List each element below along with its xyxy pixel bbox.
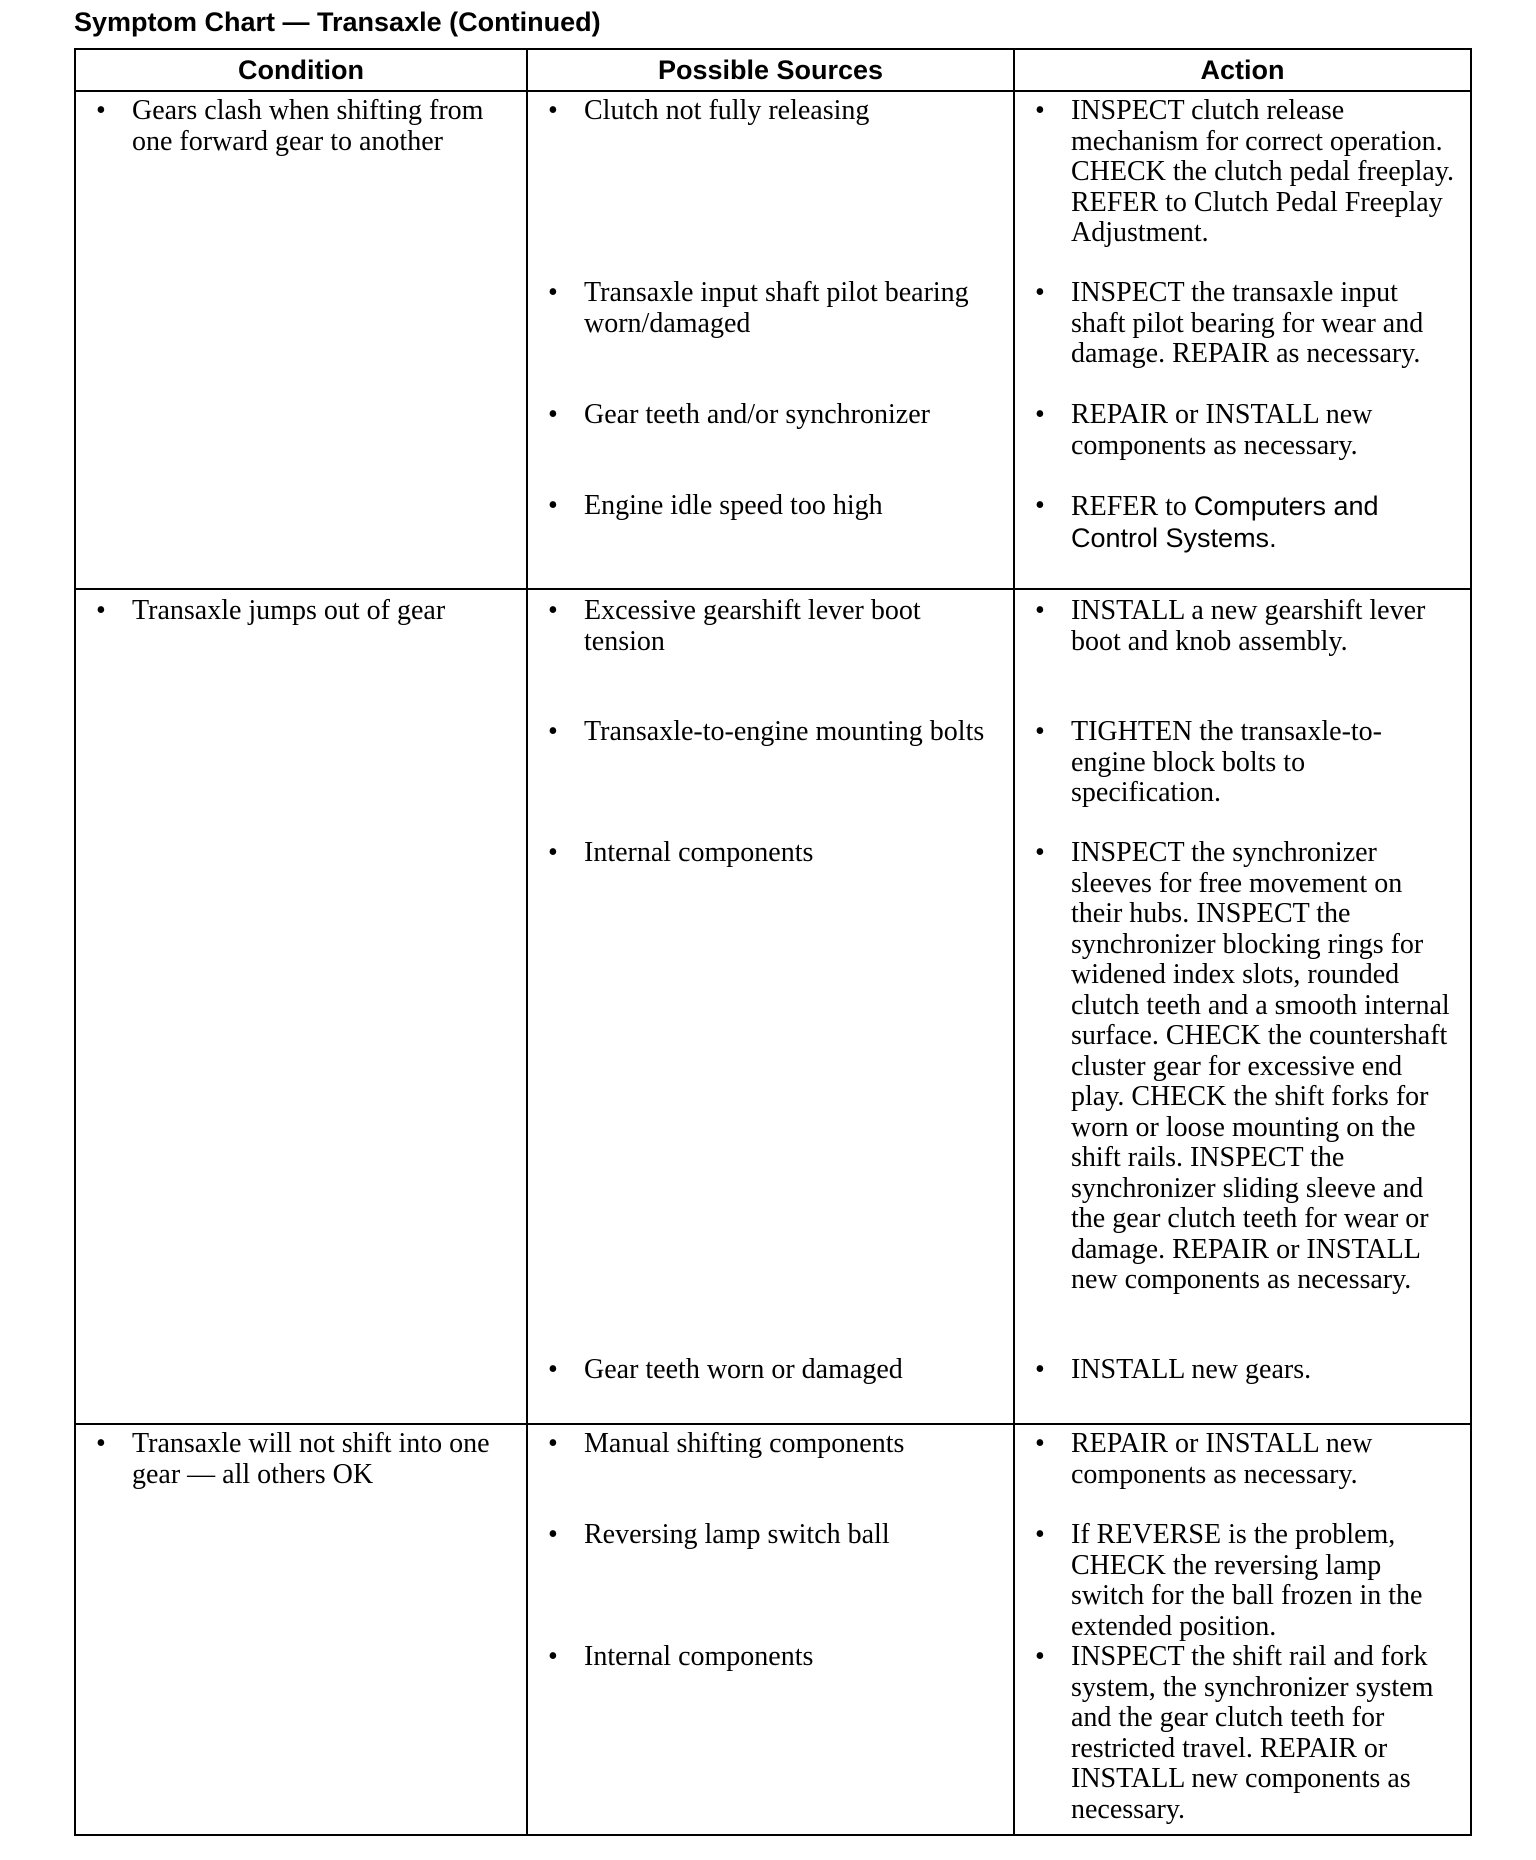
- bullet-icon: •: [548, 1354, 558, 1385]
- source-text: Gear teeth worn or damaged: [584, 1354, 903, 1385]
- action-item: [1027, 838, 1456, 1296]
- bullet-icon: •: [1035, 1428, 1045, 1459]
- bullet-icon: •: [548, 1428, 558, 1459]
- condition-entry: [88, 96, 512, 157]
- source-text: Reversing lamp switch ball: [584, 1519, 890, 1550]
- source-item: [540, 1355, 999, 1386]
- actions-cell: [1014, 589, 1471, 1424]
- header-row: [75, 49, 1471, 91]
- source-item: [540, 1520, 999, 1551]
- source-item: [540, 400, 999, 431]
- bullet-icon: •: [1035, 1641, 1045, 1672]
- condition-entry: [88, 596, 512, 627]
- action-text: INSPECT clutch release mechanism for correct operation. CHECK the clutch pedal freeplay. REFER to Clutch Pedal Freeplay Adjustment.: [1071, 95, 1455, 248]
- bullet-icon: •: [1035, 399, 1045, 430]
- action-prefix: REFER to: [1071, 491, 1194, 522]
- source-text: Internal components: [584, 837, 814, 868]
- action-item: [1027, 1642, 1456, 1825]
- bullet-icon: •: [1035, 595, 1045, 626]
- condition-cell: [75, 91, 527, 589]
- bullet-icon: •: [1035, 837, 1045, 868]
- table-row: [75, 589, 1471, 1424]
- action-text: REPAIR or INSTALL new components as necessary.: [1071, 1428, 1373, 1490]
- action-text: INSPECT the synchronizer sleeves for free movement on their hubs. INSPECT the synchronizer blocking rings for widened index slots, rounded clutch teeth and a smooth internal surface. CHECK the countershaft cluster gear for excessive end play. CHECK the shift forks for worn or loose mounting on the shift rails. INSPECT the synchronizer sliding sleeve and the gear clutch teeth for wear or damage. REPAIR or INSTALL new components as necessary.: [1071, 837, 1450, 1295]
- actions-cell: [1014, 1424, 1471, 1835]
- page-title: Symptom Chart — Transaxle (Continued): [74, 7, 601, 37]
- action-text: INSPECT the shift rail and fork system, the synchronizer system and the gear clutch teeth for restricted travel. REPAIR or INSTALL new components as necessary.: [1071, 1641, 1434, 1825]
- bullet-icon: •: [548, 95, 558, 126]
- action-text: INSPECT the transaxle input shaft pilot bearing for wear and damage. REPAIR as necessary.: [1071, 277, 1424, 369]
- bullet-icon: •: [1035, 277, 1045, 308]
- symptom-chart-table: [74, 48, 1472, 1836]
- condition-text: Transaxle jumps out of gear: [132, 595, 446, 626]
- source-text: Gear teeth and/or synchronizer: [584, 399, 930, 430]
- header-action: Action: [1014, 49, 1471, 91]
- action-item: [1027, 400, 1456, 461]
- action-text: [1071, 491, 1456, 554]
- bullet-icon: •: [548, 1641, 558, 1672]
- action-text: REPAIR or INSTALL new components as necessary.: [1071, 399, 1373, 461]
- bullet-icon: •: [96, 595, 106, 626]
- bullet-icon: •: [548, 837, 558, 868]
- source-item: [540, 1429, 999, 1460]
- header-condition: Condition: [75, 49, 527, 91]
- action-item: [1027, 1520, 1456, 1642]
- table-row: [75, 91, 1471, 589]
- action-text: INSTALL a new gearshift lever boot and knob assembly.: [1071, 595, 1426, 657]
- source-item: [540, 838, 999, 869]
- bullet-icon: •: [548, 277, 558, 308]
- action-item: [1027, 278, 1456, 370]
- source-text: Clutch not fully releasing: [584, 95, 870, 126]
- condition-entry: [88, 1429, 512, 1490]
- source-item: [540, 717, 999, 748]
- condition-text: Transaxle will not shift into one gear — all others OK: [132, 1428, 490, 1490]
- bullet-icon: •: [96, 1428, 106, 1459]
- condition-text: Gears clash when shifting from one forward gear to another: [132, 95, 484, 157]
- action-text: TIGHTEN the transaxle-to-engine block bolts to specification.: [1071, 716, 1382, 808]
- action-item: [1027, 717, 1456, 809]
- bullet-icon: •: [548, 595, 558, 626]
- bullet-icon: •: [548, 399, 558, 430]
- bullet-icon: •: [1035, 1519, 1045, 1550]
- header-possible-sources: Possible Sources: [527, 49, 1014, 91]
- source-text: Internal components: [584, 1641, 814, 1672]
- action-text: INSTALL new gears.: [1071, 1354, 1312, 1385]
- source-text: Engine idle speed too high: [584, 490, 883, 521]
- bullet-icon: •: [1035, 716, 1045, 747]
- source-item: [540, 96, 999, 127]
- bullet-icon: •: [1035, 490, 1045, 521]
- bullet-icon: •: [1035, 95, 1045, 126]
- action-item: [1027, 1429, 1456, 1490]
- actions-cell: [1014, 91, 1471, 589]
- source-text: Transaxle-to-engine mounting bolts: [584, 716, 985, 747]
- source-item: [540, 278, 999, 339]
- sources-cell: [527, 91, 1014, 589]
- source-item: [540, 491, 999, 522]
- action-item: [1027, 491, 1456, 554]
- sources-cell: [527, 589, 1014, 1424]
- manual-section-reference: Computers and Control Systems: [1071, 491, 1379, 553]
- source-item: [540, 596, 999, 657]
- sources-cell: [527, 1424, 1014, 1835]
- source-item: [540, 1642, 999, 1673]
- bullet-icon: •: [548, 490, 558, 521]
- bullet-icon: •: [96, 95, 106, 126]
- action-text: If REVERSE is the problem, CHECK the reversing lamp switch for the ball frozen in the extended position.: [1071, 1519, 1423, 1642]
- condition-cell: [75, 1424, 527, 1835]
- action-suffix: .: [1269, 522, 1277, 553]
- bullet-icon: •: [548, 1519, 558, 1550]
- action-item: [1027, 96, 1456, 249]
- source-text: Manual shifting components: [584, 1428, 905, 1459]
- source-text: Excessive gearshift lever boot tension: [584, 595, 921, 657]
- bullet-icon: •: [548, 716, 558, 747]
- source-text: Transaxle input shaft pilot bearing worn/damaged: [584, 277, 969, 339]
- condition-cell: [75, 589, 527, 1424]
- action-item: [1027, 1355, 1456, 1386]
- table-row: [75, 1424, 1471, 1835]
- bullet-icon: •: [1035, 1354, 1045, 1385]
- action-item: [1027, 596, 1456, 657]
